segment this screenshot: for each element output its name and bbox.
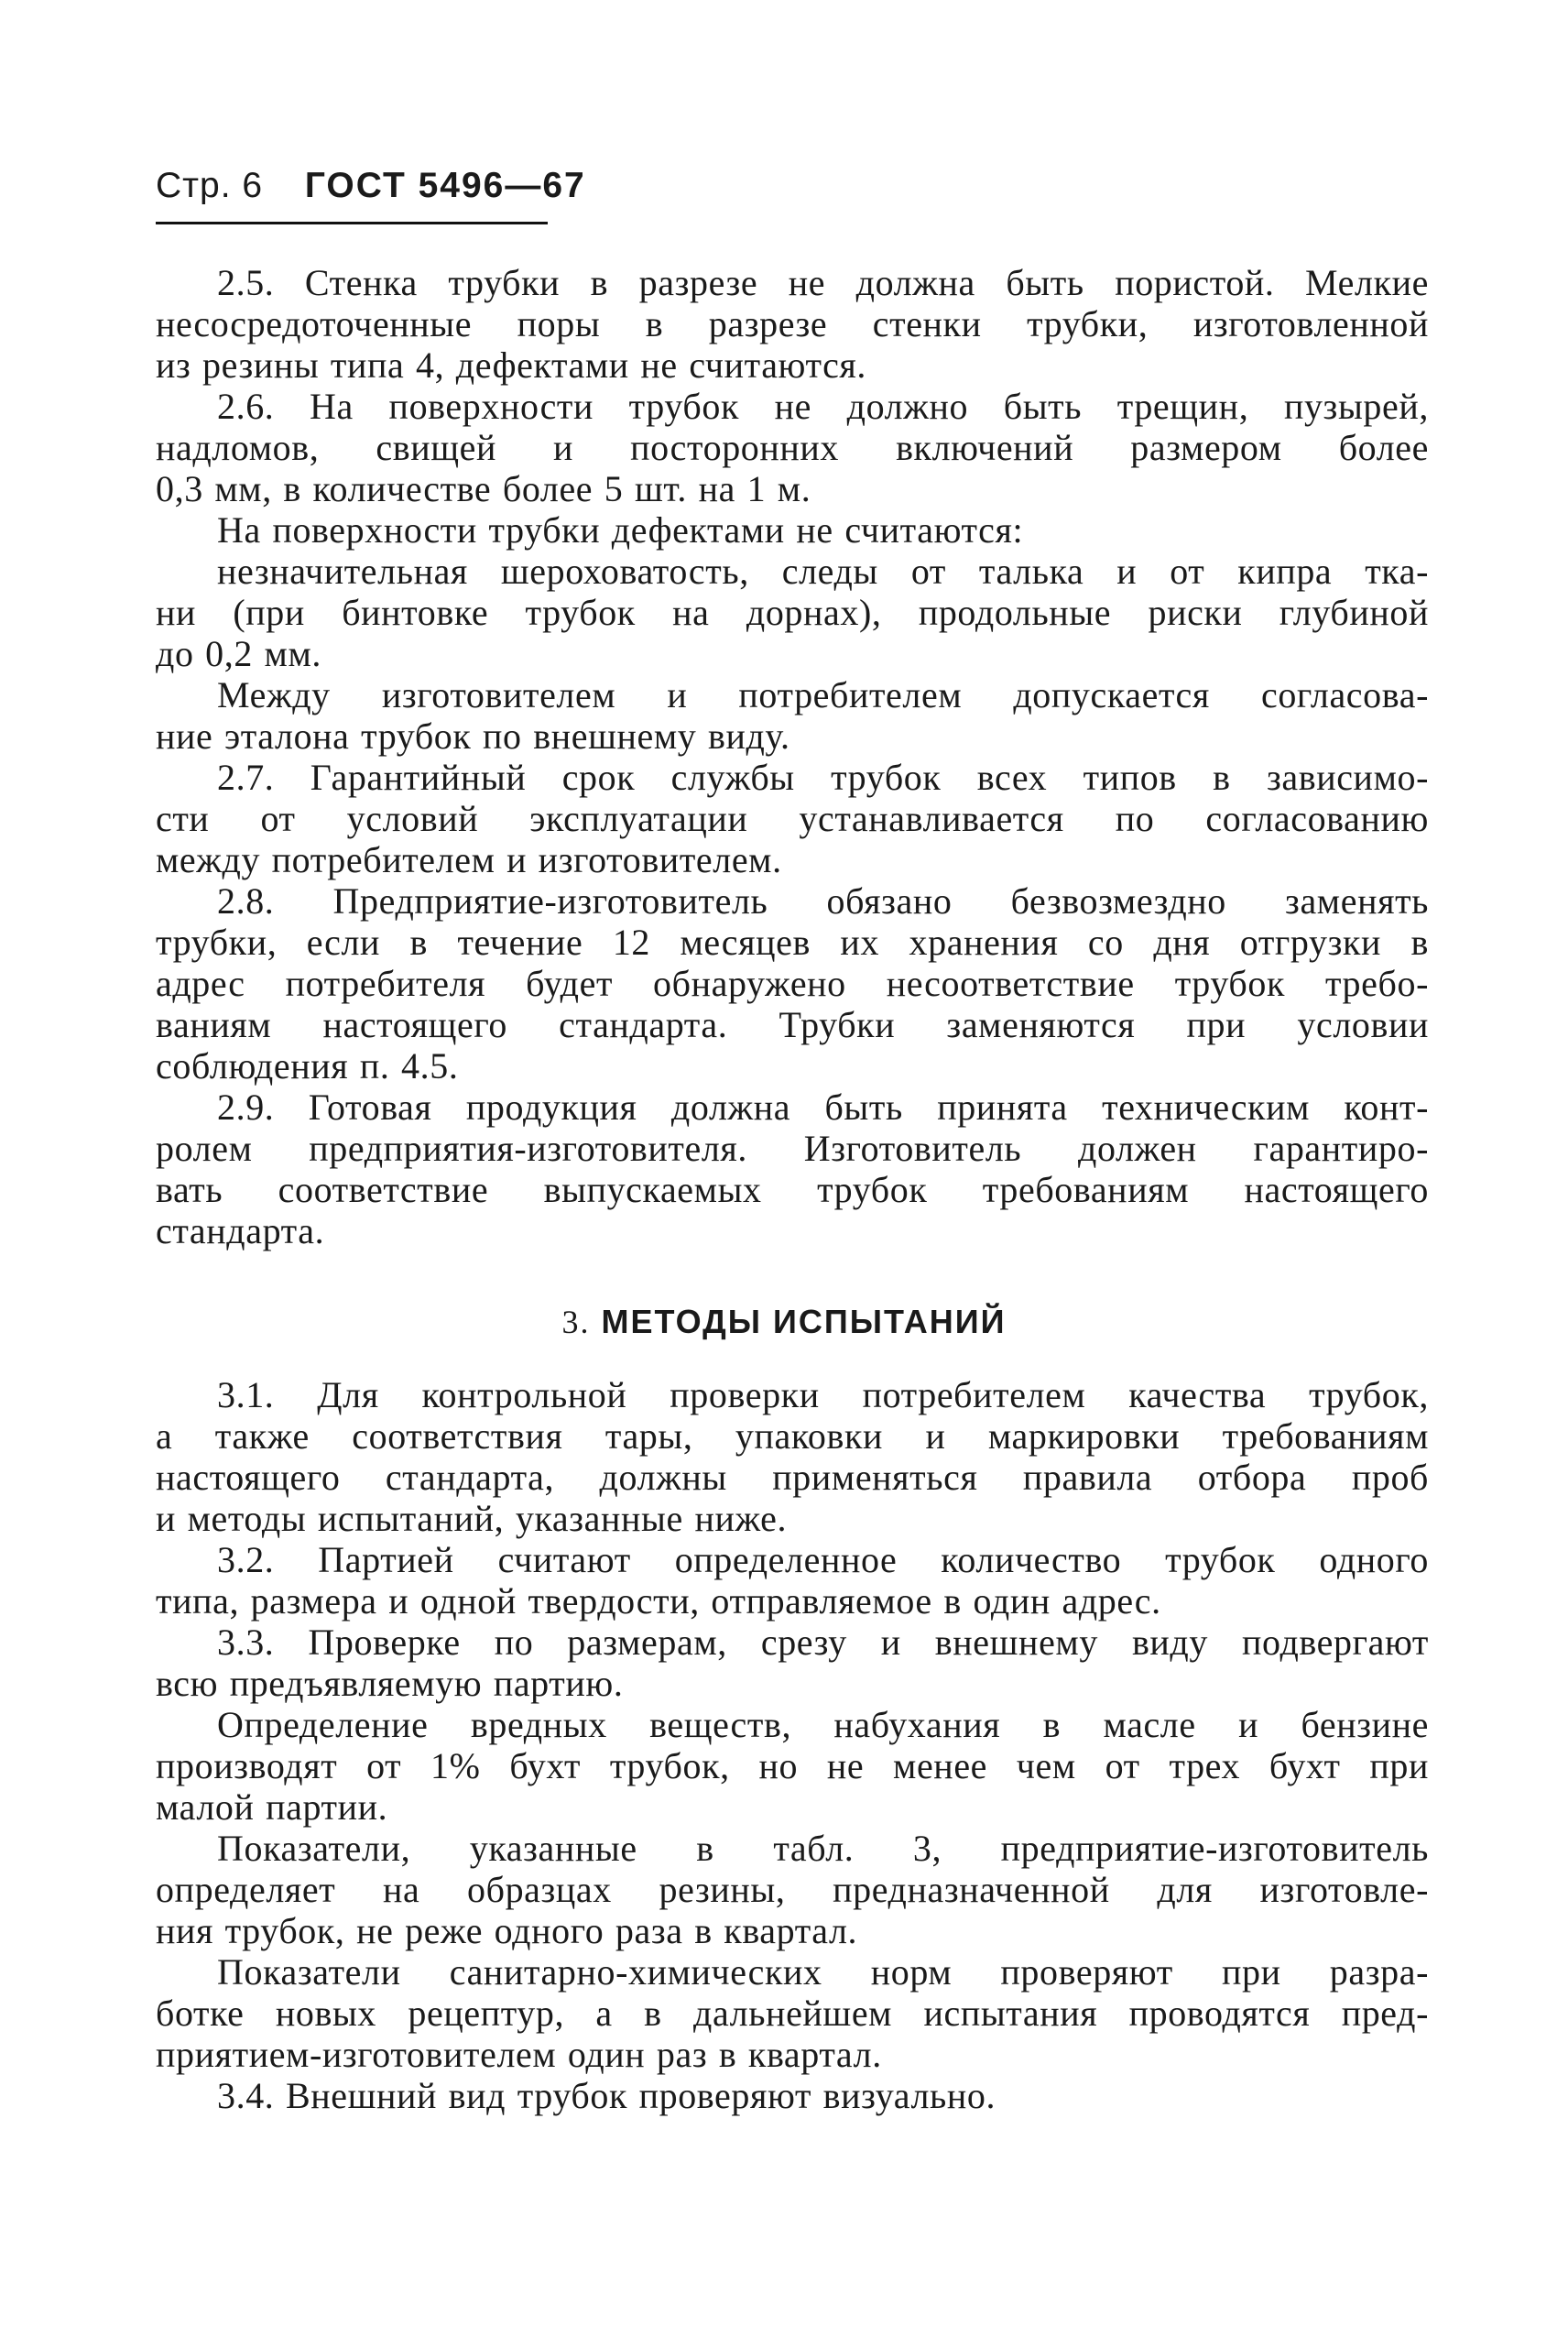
section-3-paragraph: [156, 1622, 1429, 1704]
text-line: На поверхности трубки дефектами не считаются:: [217, 509, 1024, 551]
text-line: Определение вредных веществ, набухания в масле и бензине: [217, 1704, 1429, 1745]
text-line: 3.4. Внешний вид трубок проверяют визуально.: [217, 2075, 996, 2116]
text-line: несосредоточенные поры в разрезе стенки трубки, изготовленной: [156, 303, 1429, 344]
text-line: Показатели, указанные в табл. 3, предприятие-изготовитель: [217, 1828, 1429, 1869]
text-line: трубки, если в течение 12 месяцев их хранения со дня отгрузки в: [156, 922, 1429, 963]
section-2-paragraph: [156, 262, 1429, 386]
section-2-paragraph: [156, 551, 1429, 674]
text-line: 2.5. Стенка трубки в разрезе не должна быть пористой. Мелкие: [217, 262, 1429, 303]
text-line: ваниям настоящего стандарта. Трубки заменяются при условии: [156, 1004, 1429, 1045]
text-line: до 0,2 мм.: [156, 633, 321, 674]
text-line: адрес потребителя будет обнаружено несоответствие трубок требо-: [156, 963, 1429, 1004]
text-line: а также соответствия тары, упаковки и маркировки требованиям: [156, 1415, 1429, 1457]
section-3-paragraph: [156, 1704, 1429, 1828]
section-2-paragraph: [156, 1087, 1429, 1251]
text-line: между потребителем и изготовителем.: [156, 839, 782, 880]
text-line: незначительная шероховатость, следы от талька и от кипра тка-: [217, 551, 1429, 592]
section-2-paragraph: [156, 880, 1429, 1087]
section-3-paragraph: [156, 1951, 1429, 2075]
section-3-paragraph: [156, 1374, 1429, 1539]
text-line: малой партии.: [156, 1786, 388, 1828]
page-number-label: Стр. 6: [156, 166, 264, 205]
text-line: стандарта.: [156, 1210, 325, 1251]
section-3-paragraph: [156, 2075, 1429, 2116]
text-line: 3.1. Для контрольной проверки потребителем качества трубок,: [217, 1374, 1429, 1415]
header-rule: [156, 222, 548, 224]
text-line: ролем предприятия-изготовителя. Изготовитель должен гарантиро-: [156, 1128, 1429, 1169]
text-line: 3.3. Проверке по размерам, срезу и внешнему виду подвергают: [217, 1622, 1429, 1663]
section-3-paragraph: [156, 1539, 1429, 1622]
standard-number: ГОСТ 5496—67: [304, 166, 586, 205]
text-line: надломов, свищей и посторонних включений размером более: [156, 427, 1429, 468]
text-line: всю предъявляемую партию.: [156, 1663, 624, 1704]
section-2-paragraph: [156, 674, 1429, 757]
page-header: [156, 165, 586, 207]
text-line: из резины типа 4, дефектами не считаются.: [156, 344, 867, 386]
text-line: и методы испытаний, указанные ниже.: [156, 1498, 788, 1539]
text-line: Между изготовителем и потребителем допускается согласова-: [217, 674, 1429, 715]
text-line: 3.2. Партией считают определенное количество трубок одного: [217, 1539, 1429, 1580]
text-line: Показатели санитарно-химических норм проверяют при разра-: [217, 1951, 1429, 1993]
section-3-text: [156, 1374, 1429, 2116]
section-3-title: [0, 1303, 1568, 1341]
section-2-text: [156, 262, 1429, 1251]
text-line: определяет на образцах резины, предназначенной для изготовле-: [156, 1869, 1429, 1910]
text-line: приятием-изготовителем один раз в квартал.: [156, 2034, 882, 2075]
text-line: вать соответствие выпускаемых трубок требованиям настоящего: [156, 1169, 1429, 1210]
section-2-paragraph: [156, 386, 1429, 509]
text-line: ни (при бинтовке трубок на дорнах), продольные риски глубиной: [156, 592, 1429, 633]
text-line: ние эталона трубок по внешнему виду.: [156, 715, 790, 757]
section-2-paragraph: [156, 509, 1429, 551]
text-line: 2.6. На поверхности трубок не должно быть трещин, пузырей,: [217, 386, 1429, 427]
text-line: сти от условий эксплуатации устанавливается по согласованию: [156, 798, 1429, 839]
text-line: ботке новых рецептур, а в дальнейшем испытания проводятся пред-: [156, 1993, 1429, 2034]
text-line: 2.7. Гарантийный срок службы трубок всех типов в зависимо-: [217, 757, 1429, 798]
text-line: настоящего стандарта, должны применяться правила отбора проб: [156, 1457, 1429, 1498]
text-line: производят от 1% бухт трубок, но не менее чем от трех бухт при: [156, 1745, 1429, 1786]
text-line: соблюдения п. 4.5.: [156, 1045, 459, 1087]
text-line: ния трубок, не реже одного раза в квартал.: [156, 1910, 858, 1951]
text-line: 2.8. Предприятие-изготовитель обязано безвозмездно заменять: [217, 880, 1429, 922]
text-line: 0,3 мм, в количестве более 5 шт. на 1 м.: [156, 468, 811, 509]
text-line: 2.9. Готовая продукция должна быть принята техническим конт-: [217, 1087, 1429, 1128]
section-2-paragraph: [156, 757, 1429, 880]
section-3-heading: МЕТОДЫ ИСПЫТАНИЙ: [601, 1303, 1007, 1340]
text-line: типа, размера и одной твердости, отправляемое в один адрес.: [156, 1580, 1161, 1622]
section-3-number: 3.: [561, 1304, 591, 1340]
section-3-paragraph: [156, 1828, 1429, 1951]
